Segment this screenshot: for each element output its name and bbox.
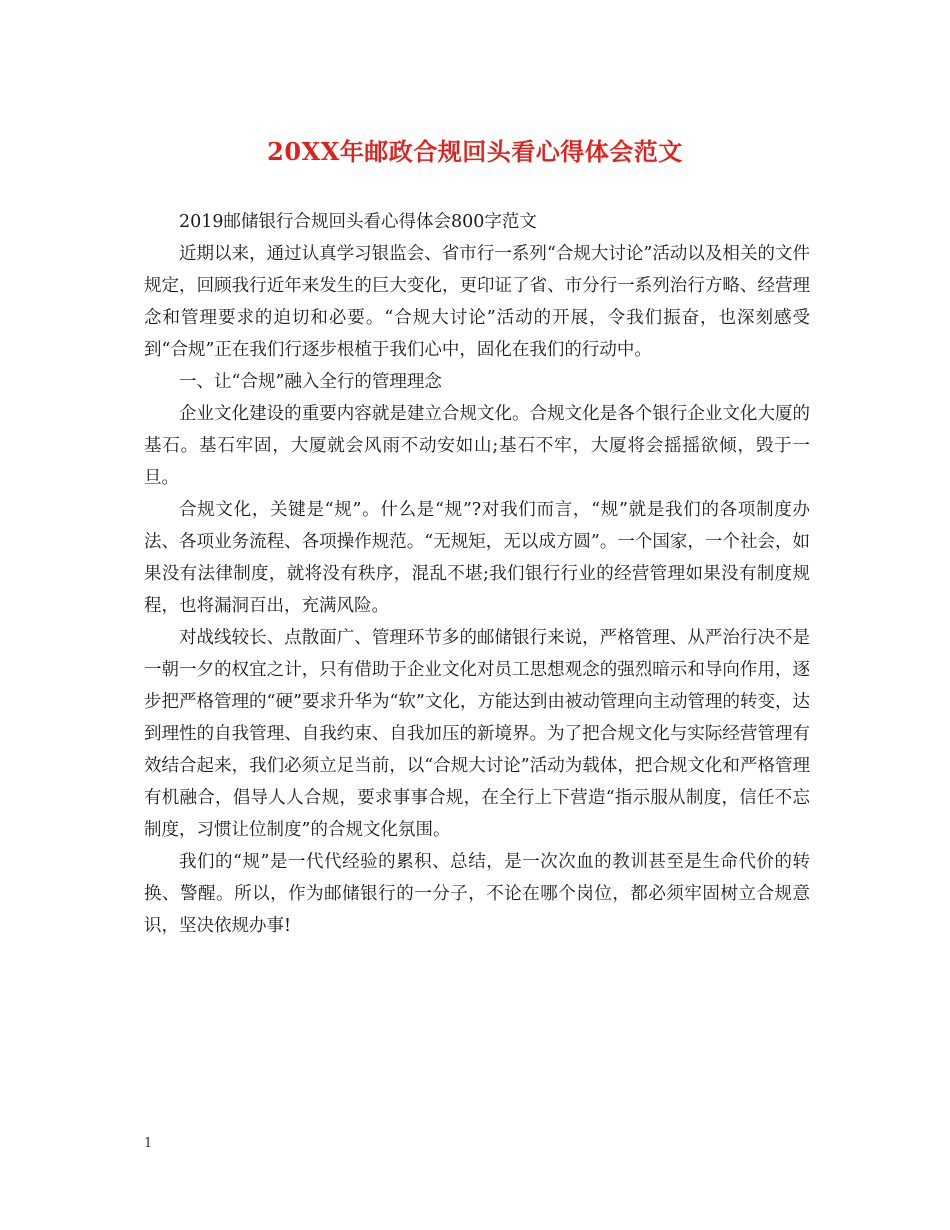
- intro-paragraph: 近期以来，通过认真学习银监会、省市行一系列“合规大讨论”活动以及相关的文件规定，回顾我行近年来发生的巨大变化，更印证了省、市分行一系列治行方略、经营理念和管理要求的迫切和必要。“合规大讨论”活动的开展，令我们振奋，也深刻感受到“合规”正在我们行逐步根植于我们心中，固化在我们的行动中。: [144, 244, 810, 360]
- section-heading: 一、让“合规”融入全行的管理理念: [179, 372, 442, 392]
- page-number: 1: [144, 1136, 153, 1151]
- body-paragraph: 企业文化建设的重要内容就是建立合规文化。合规文化是各个银行企业文化大厦的基石。基石牢固，大厦就会风雨不动安如山;基石不牢，大厦将会摇摇欲倾，毁于一旦。: [144, 404, 810, 488]
- document-body: [144, 206, 810, 942]
- body-paragraph: 我们的“规”是一代代经验的累积、总结，是一次次血的教训甚至是生命代价的转换、警醒。所以，作为邮储银行的一分子，不论在哪个岗位，都必须牢固树立合规意识，坚决依规办事!: [144, 852, 810, 936]
- subtitle-paragraph: 2019邮储银行合规回头看心得体会800字范文: [179, 212, 537, 232]
- body-paragraph: 对战线较长、点散面广、管理环节多的邮储银行来说，严格管理、从严治行决不是一朝一夕的权宜之计，只有借助于企业文化对员工思想观念的强烈暗示和导向作用，逐步把严格管理的“硬”要求升华为“软”文化，方能达到由被动管理向主动管理的转变，达到理性的自我管理、自我约束、自我加压的新境界。为了把合规文化与实际经营管理有效结合起来，我们必须立足当前，以“合规大讨论”活动为载体，把合规文化和严格管理有机融合，倡导人人合规，要求事事合规，在全行上下营造“指示服从制度，信任不忘制度，习惯让位制度”的合规文化氛围。: [144, 628, 810, 840]
- document-title: 20XX年邮政合规回头看心得体会范文: [267, 137, 683, 166]
- body-paragraph: 合规文化，关键是“规”。什么是“规”?对我们而言，“规”就是我们的各项制度办法、各项业务流程、各项操作规范。“无规矩，无以成方圆”。一个国家，一个社会，如果没有法律制度，就将没有秩序，混乱不堪;我们银行行业的经营管理如果没有制度规程，也将漏洞百出，充满风险。: [144, 500, 810, 616]
